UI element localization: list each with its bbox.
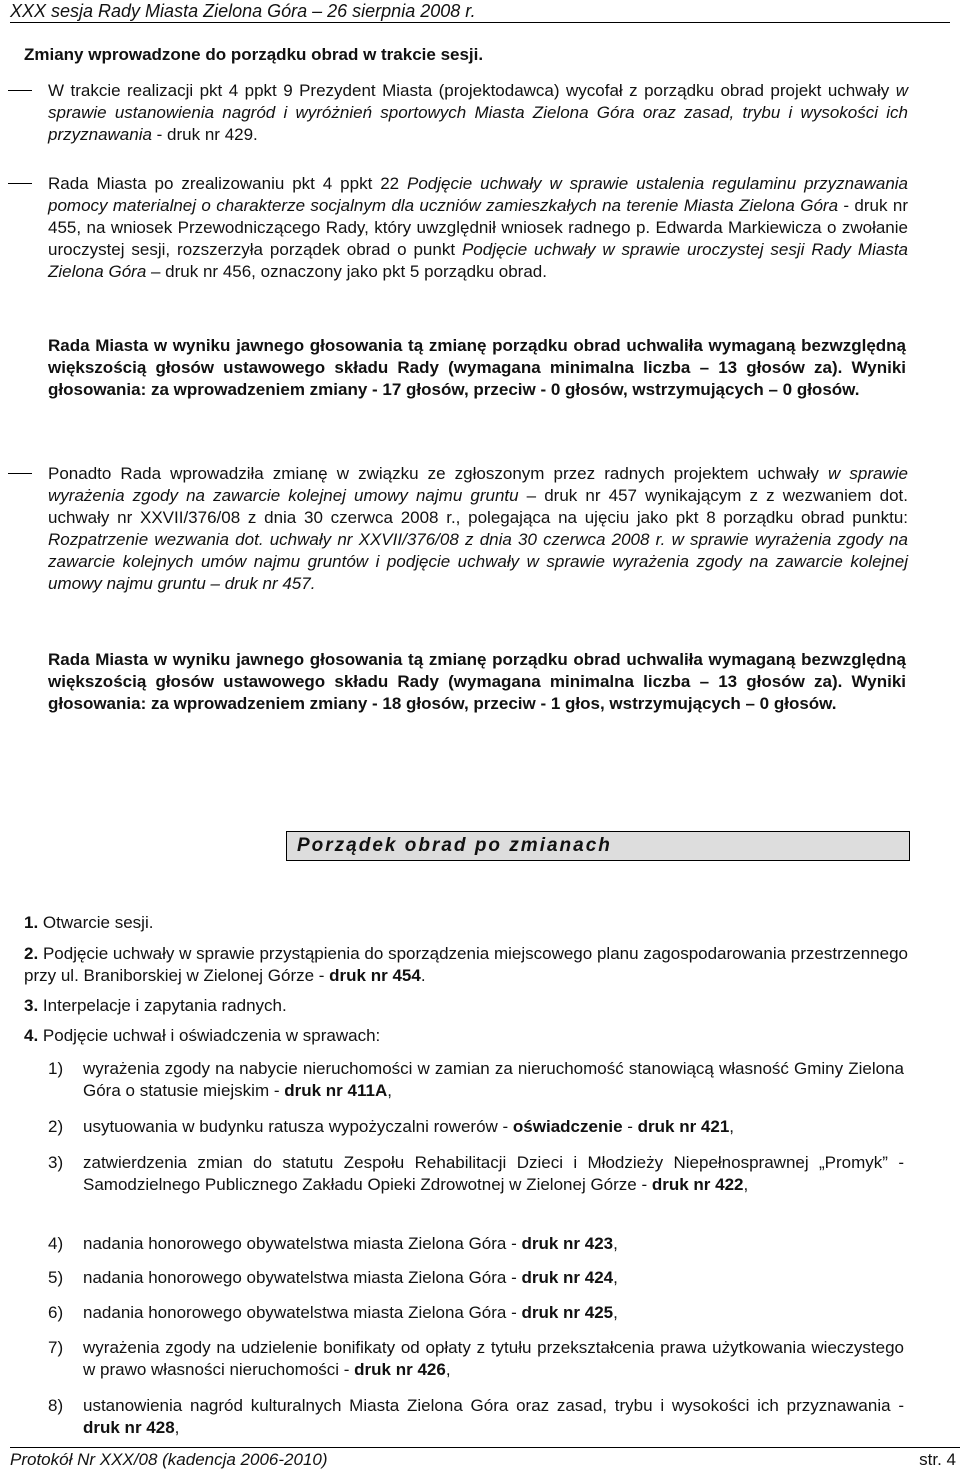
subitem-tail: , (613, 1268, 618, 1287)
subitem-text (83, 1058, 904, 1102)
subitem-text (83, 1233, 904, 1255)
agenda-number: 1. (24, 913, 39, 932)
subitem-druk: druk nr 421 (637, 1117, 730, 1136)
subitem-number: 8) (48, 1396, 64, 1415)
subitem (48, 1233, 904, 1255)
agenda-tail: . (420, 966, 426, 985)
subitem-tail: , (387, 1081, 392, 1100)
change-text-plain: – druk nr 456, oznaczony jako pkt 5 porządku obrad. (146, 262, 547, 281)
subitem (48, 1267, 904, 1289)
subitem-text (83, 1152, 904, 1196)
subitem-druk: druk nr 425 (521, 1303, 614, 1322)
agenda-number: 4. (24, 1026, 39, 1045)
change-text (48, 173, 908, 283)
subitem-druk: druk nr 424 (521, 1268, 614, 1287)
subitem (48, 1395, 904, 1439)
change-item (8, 463, 908, 595)
header-title: XXX sesja Rady Miasta Zielona Góra – 26 sierpnia 2008 r. (10, 1, 476, 21)
subitem-druk: druk nr 423 (521, 1234, 614, 1253)
subitem-tail: , (613, 1303, 618, 1322)
subitem-druk: druk nr 422 (651, 1175, 744, 1194)
subitem-number: 6) (48, 1303, 64, 1322)
subitem-tail: , (445, 1360, 451, 1379)
page-header (10, 0, 950, 23)
agenda-item (24, 912, 908, 934)
subitem (48, 1116, 904, 1138)
change-text-plain: – druk nr 457 wynikającym z z wezwaniem dot. uchwały nr XXVII/376/08 z dnia 30 czerwca 2008 r., polegająca na ujęciu jako pkt 8 porządku obrad punktu: (48, 486, 908, 527)
agenda-number: 2. (24, 944, 39, 963)
subitem-text (83, 1395, 904, 1439)
subitem-plain: nadania honorowego obywatelstwa miasta Zielona Góra - (83, 1234, 522, 1253)
subitem-plain: ustanowienia nagród kulturalnych Miasta Zielona Góra oraz zasad, trybu i wysokości ich przyznawania - (83, 1396, 904, 1415)
subitem (48, 1058, 904, 1102)
vote-result: Rada Miasta w wyniku jawnego głosowania tą zmianę porządku obrad uchwaliła wymaganą bezwzględną większością głosów ustawowego składu Rady (wymagana minimalna liczba – 13 głosów za). Wyniki głosowania: za wprowadzeniem zmiany - 17 głosów, przeciw - 0 głosów, wstrzymujących – 0 głosów. (48, 336, 906, 399)
page-footer (10, 1447, 960, 1470)
change-text-plain: - druk nr 429. (151, 125, 258, 144)
agenda-item (24, 1025, 908, 1047)
subitem-tail: , (729, 1117, 735, 1136)
subitem (48, 1152, 904, 1196)
subitem-number: 2) (48, 1117, 64, 1136)
agenda-text: Podjęcie uchwały w sprawie przystąpienia do sporządzenia miejscowego planu zagospodarowania przestrzennego przy ul. Braniborskiej w Zielonej Górze - (24, 944, 908, 985)
agenda-text: Podjęcie uchwał i oświadczenia w sprawach: (42, 1026, 381, 1045)
agenda-title-box (286, 831, 910, 861)
subitem-number: 3) (48, 1153, 64, 1172)
dash-bullet (8, 473, 32, 474)
change-text-italic: w sprawie ustanowienia nagród i wyróżnień sportowych Miasta Zielona Góra oraz zasad, trybu i wysokości ich przyznawania (48, 81, 908, 144)
subitem-plain: nadania honorowego obywatelstwa miasta Zielona Góra - (83, 1268, 522, 1287)
change-text (48, 463, 908, 595)
section-heading: Zmiany wprowadzone do porządku obrad w trakcie sesji. (24, 45, 484, 64)
agenda-item (24, 995, 908, 1017)
subitem-tail: , (613, 1234, 618, 1253)
agenda-title: Porządek obrad po zmianach (297, 835, 612, 856)
subitem-text (83, 1267, 904, 1289)
subitem-number: 5) (48, 1268, 64, 1287)
change-text-italic: w sprawie wyrażenia zgody na zawarcie kolejnej umowy najmu gruntu (48, 464, 908, 505)
agenda-text: Otwarcie sesji. (42, 913, 154, 932)
subitem-plain: nadania honorowego obywatelstwa miasta Zielona Góra - (83, 1303, 522, 1322)
change-item (8, 173, 908, 283)
subitem-text (83, 1116, 904, 1138)
subitem-text (83, 1337, 904, 1381)
subitem-plain: usytuowania w budynku ratusza wypożyczalni rowerów - (83, 1117, 513, 1136)
subitem-plain: zatwierdzenia zmian do statutu Zespołu Rehabilitacji Dzieci i Młodzieży Niepełnosprawnej „Promyk” - Samodzielnego Publicznego Zakładu Opieki Zdrowotnej w Zielonej Górze - (83, 1153, 904, 1194)
vote-result: Rada Miasta w wyniku jawnego głosowania tą zmianę porządku obrad uchwaliła wymaganą bezwzględną większością głosów ustawowego składu Rady (wymagana minimalna liczba – 13 głosów za). Wyniki głosowania: za wprowadzeniem zmiany - 18 głosów, przeciw - 1 głos, wstrzymujących – 0 głosów. (48, 650, 906, 713)
subitem-druk: druk nr 411A (284, 1081, 388, 1100)
change-text (48, 80, 908, 146)
subitem-plain: wyrażenia zgody na udzielenie bonifikaty od opłaty z tytułu przekształcenia prawa użytkowania wieczystego w prawo własności nieruchomości - (83, 1338, 904, 1379)
dash-bullet (8, 183, 32, 184)
subitem-number: 4) (48, 1234, 64, 1253)
agenda-item (24, 943, 908, 987)
subitem-oswiadczenie: oświadczenie (512, 1117, 623, 1136)
change-text-italic: Rozpatrzenie wezwania dot. uchwały nr XXVII/376/08 z dnia 30 czerwca 2008 r. w sprawie wyrażenia zgody na zawarcie kolejnych umów najmu gruntów i podjęcie uchwały w sprawie wyrażenia zgody na zawarcie kolejnej umowy najmu gruntu – druk nr 457. (48, 530, 908, 593)
change-text-italic: Podjęcie uchwały w sprawie uroczystej sesji Rady Miasta Zielona Góra (48, 240, 908, 281)
subitem-number: 1) (48, 1059, 64, 1078)
dash-bullet (8, 90, 32, 91)
subitem-druk: druk nr 428 (83, 1418, 175, 1437)
agenda-druk: druk nr 454 (329, 966, 421, 985)
subitem-tail: , (174, 1418, 180, 1437)
subitem-number: 7) (48, 1338, 64, 1357)
change-item (8, 80, 908, 146)
change-text-plain: W trakcie realizacji pkt 4 ppkt 9 Prezydent Miasta (projektodawca) wycofał z porządku obrad projekt uchwały (48, 81, 896, 100)
agenda-number: 3. (24, 996, 39, 1015)
subitem (48, 1337, 904, 1381)
subitem-tail: , (743, 1175, 749, 1194)
subitem (48, 1302, 904, 1324)
change-text-plain: - druk nr 455, na wniosek Przewodniczącego Rady, który uwzględnił wniosek radnego p. Edwarda Markiewicza o zwołanie uroczystej sesji, rozszerzyła porządek obrad o punkt (48, 196, 908, 259)
agenda-text: Interpelacje i zapytania radnych. (42, 996, 287, 1015)
subitem-plain: wyrażenia zgody na nabycie nieruchomości w zamian za nieruchomość stanowiącą własność Gminy Zielona Góra o statusie miejskim - (83, 1059, 904, 1100)
footer-protocol: Protokół Nr XXX/08 (kadencja 2006-2010) (10, 1450, 328, 1469)
page-number: str. 4 (919, 1450, 956, 1469)
change-text-italic: Podjęcie uchwały w sprawie ustalenia regulaminu przyznawania pomocy materialnej o charakterze socjalnym dla uczniów zamieszkałych na terenie Miasta Zielona Góra (48, 174, 909, 215)
change-text-plain: Ponadto Rada wprowadziła zmianę w związku ze zgłoszonym przez radnych projektem uchwały (48, 464, 829, 483)
subitem-druk: druk nr 426 (354, 1360, 446, 1379)
change-text-plain: Rada Miasta po zrealizowaniu pkt 4 ppkt 22 (48, 174, 408, 193)
subitem-text (83, 1302, 904, 1324)
subitem-plain: - (622, 1117, 638, 1136)
